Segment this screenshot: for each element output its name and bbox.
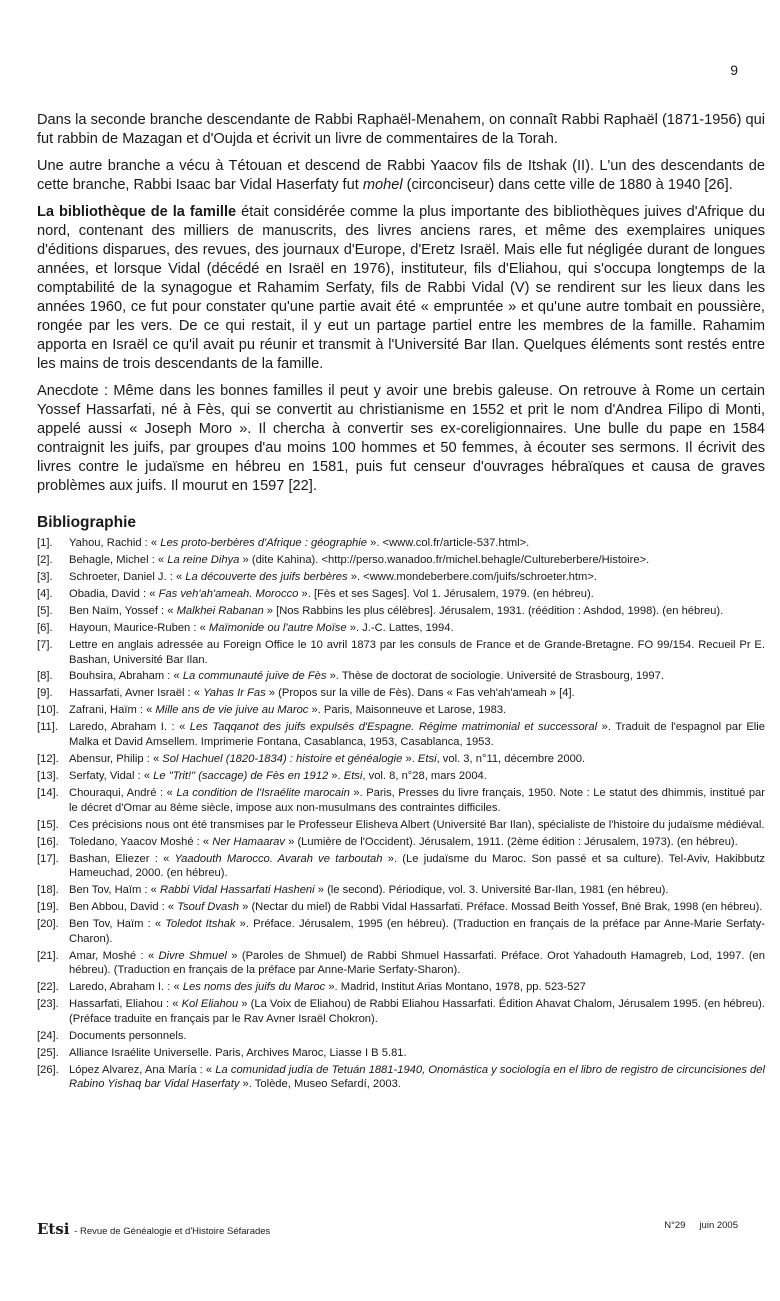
text-run: La condition de l'Israélite marocain — [176, 786, 350, 799]
text-run: ». <www.col.fr/article-537.html>. — [366, 537, 530, 549]
text-run: La communauté juive de Fès — [182, 670, 327, 683]
reference-text — [69, 883, 765, 898]
text-run: Alliance Israélite Universelle. Paris, Archives Maroc, Liasse I B 5.81. — [69, 1046, 407, 1059]
bibliography-entry — [37, 1063, 765, 1092]
bibliography-entry — [37, 949, 765, 978]
text-run: Ces précisions nous ont été transmises par le Professeur Elisheva Albert (Université Bar Ilan), spécialiste de l'histoire du judaïsme médiéval. — [69, 818, 765, 831]
text-run: Documents personnels. — [69, 1029, 187, 1042]
reference-text — [69, 703, 765, 718]
text-run: » (Lumière de l'Occident). Jérusalem, 1911. (2ème édition : Jérusalem, 1973). (en hébreu). — [285, 835, 738, 848]
reference-number: [20]. — [37, 918, 59, 931]
text-run: Chouraqui, André : « — [69, 786, 177, 799]
text-run: Schroeter, Daniel J. : « — [69, 570, 186, 583]
bibliography-entry — [37, 720, 765, 749]
text-run: Malkhei Rabanan — [176, 604, 264, 617]
bibliography-entry — [37, 703, 765, 718]
text-run: Kol Eliahou — [181, 998, 239, 1011]
reference-number: [3]. — [37, 570, 53, 583]
text-run: » [Nos Rabbins les plus célèbres]. Jérusalem, 1931. (réédition : Ashdod, 1998). (en hébreu). — [263, 604, 724, 617]
text-run: Fas veh'ah'ameah. Morocco — [158, 587, 299, 600]
text-run: (circonciseur) dans cette ville de 1880 à 1940 [26]. — [402, 177, 733, 193]
bibliography-entry — [37, 883, 765, 898]
text-run: Le "Trit!" (saccage) de Fès en 1912 — [153, 770, 329, 782]
text-run: ». Préface. Jérusalem, 1995 (en hébreu). (Traduction en français de la préface par Anne-Marie Serfaty-Charon). — [69, 918, 765, 945]
text-run: » (Propos sur la ville de Fès). Dans « Fas veh'ah'ameah » [4]. — [265, 687, 575, 700]
text-run: Tsouf Dvash — [177, 901, 240, 914]
bibliography-entry — [37, 638, 765, 667]
bibliography-entry — [37, 553, 765, 568]
reference-text — [69, 997, 765, 1026]
reference-number: [17]. — [37, 852, 59, 865]
text-run: Toledano, Yaacov Moshé : « — [69, 835, 213, 848]
reference-number: [26]. — [37, 1063, 59, 1076]
text-run: » (La Voix de Eliahou) de Rabbi Eliahou Hassarfati. Édition Ahavat Chalom, Jérusalem 1995. (en hébreu). (Préface traduite en français par le Rav Avner Israël Chokron). — [69, 998, 765, 1025]
reference-number: [9]. — [37, 687, 53, 700]
bibliography-entry — [37, 1029, 765, 1044]
reference-text — [69, 835, 765, 850]
reference-text — [69, 570, 765, 585]
reference-text — [69, 752, 765, 767]
reference-number: [25]. — [37, 1046, 59, 1059]
text-run: López Alvarez, Ana María : « — [69, 1063, 216, 1076]
text-run: ». (Le judaïsme du Maroc. Son passé et sa culture). Tel-Aviv, Hakibbutz Hameuchad, 2000. (en hébreu). — [69, 852, 765, 880]
text-run: La bibliothèque de la famille — [37, 204, 237, 220]
text-run: Abensur, Philip : « — [69, 753, 163, 766]
text-run: Ben Naïm, Yossef : « — [69, 604, 177, 617]
text-run: La reine Dihya — [167, 553, 240, 566]
text-run: Laredo, Abraham I. : « — [69, 721, 190, 734]
text-run: ». Madrid, Institut Arias Montano, 1978, pp. 523-527 — [325, 981, 586, 994]
reference-number: [11]. — [37, 721, 58, 734]
bibliography-heading: Bibliographie — [37, 514, 137, 531]
text-run: Etsi — [417, 753, 437, 766]
reference-text — [69, 720, 765, 749]
reference-number: [1]. — [37, 537, 53, 549]
text-run: Anecdote : Même dans les bonnes familles il peut y avoir une brebis galeuse. On retrouve à Rome un certain Yossef Hassarfati, né à Fès, qui se convertit au christianisme en 1552 et prit le nom d'Andrea Filipo di Monti, appelé aussi « Joseph Moro ». Il chercha à convertir ses ex-coreligionnaires. Une bulle du pape en 1584 contraignit les juifs, par groupes d'au moins 100 hommes et 50 femmes, à écouter ses sermons. Il écrivit des livres contre le judaïsme en hébreu en 1581, puis fut censeur d'ouvrages hébraïques et causa de graves problèmes aux juifs. Il mourut en 1597 [22]. — [37, 383, 765, 494]
reference-text — [69, 917, 765, 946]
reference-text — [69, 852, 765, 881]
reference-text — [69, 587, 765, 602]
reference-text — [69, 1046, 765, 1061]
bibliography-entry — [37, 686, 765, 701]
text-run: Serfaty, Vidal : « — [69, 770, 154, 782]
text-run: ». Paris, Maisonneuve et Larose, 1983. — [308, 704, 507, 717]
text-run: , vol. 8, n°28, mars 2004. — [362, 770, 487, 782]
reference-text — [69, 621, 765, 636]
page-footer — [37, 1220, 738, 1238]
text-run: Behagle, Michel : « — [69, 553, 168, 566]
page-number: 9 — [730, 62, 738, 78]
text-run: Rabbi Vidal Hassarfati Hasheni — [160, 884, 315, 897]
text-run: Etsi — [343, 770, 363, 782]
reference-text — [69, 1029, 765, 1044]
text-run: » (dite Kahina). <http://perso.wanadoo.fr/michel.behagle/Cultureberbere/Histoire>. — [239, 553, 650, 566]
text-run: Les Taqqanot des juifs expulsés d'Espagne. Régime matrimonial et successoral — [189, 721, 598, 734]
reference-text — [69, 1063, 765, 1092]
bibliography-entry — [37, 835, 765, 850]
bibliography-entry — [37, 917, 765, 946]
text-run: Maïmonide ou l'autre Moïse — [208, 621, 347, 634]
bibliography-entry — [37, 818, 765, 833]
bibliography-entry — [37, 997, 765, 1026]
reference-number: [18]. — [37, 884, 59, 897]
text-run: mohel — [362, 177, 403, 193]
reference-text — [69, 818, 765, 833]
text-run: Amar, Moshé : « — [69, 949, 159, 962]
body-text — [37, 111, 765, 496]
bibliography-entry — [37, 536, 765, 551]
issue-date: juin 2005 — [699, 1220, 738, 1231]
journal-title: - Revue de Généalogie et d'Histoire Séfarades — [71, 1226, 271, 1237]
bibliography-entry — [37, 980, 765, 995]
text-run: Ner Hamaarav — [212, 835, 285, 848]
issue-number: N°29 — [664, 1220, 686, 1231]
paragraph — [37, 111, 765, 149]
bibliography-entry — [37, 752, 765, 767]
reference-text — [69, 604, 765, 619]
text-run: Laredo, Abraham I. : « — [69, 981, 183, 994]
reference-text — [69, 669, 765, 684]
text-run: ». Tolède, Museo Sefardí, 2003. — [239, 1078, 401, 1091]
text-run: Ben Tov, Haïm : « — [69, 918, 166, 931]
reference-text — [69, 638, 765, 667]
bibliography-list — [37, 536, 765, 1092]
reference-text — [69, 686, 765, 701]
text-run: Hassarfati, Avner Israël : « — [69, 687, 204, 700]
text-run: ». J.-C. Lattes, 1994. — [346, 621, 454, 634]
text-run: La découverte des juifs berbères — [185, 570, 348, 583]
text-run: La comunidad judía de Tetuán 1881-1940, Onomástica y sociología en el libro de registro de circuncisiones del Rabino Yishaq bar Vidal Haserfaty — [69, 1063, 765, 1091]
text-run: Yahas Ir Fas — [203, 687, 266, 700]
text-run: ». — [402, 753, 418, 766]
text-run: » (le second). Périodique, vol. 3. Université Bar-Ilan, 1981 (en hébreu). — [314, 884, 669, 897]
reference-number: [21]. — [37, 949, 59, 962]
text-run: Une autre branche a vécu à Tétouan et descend de Rabbi Yaacov fils de Itshak (II). L'un des descendants de cette branche, Rabbi Isaac bar Vidal Haserfaty fut — [37, 158, 765, 193]
text-run: ». [Fès et ses Sages]. Vol 1. Jérusalem, 1979. (en hébreu). — [298, 587, 594, 600]
text-run: Les proto-berbères d'Afrique : géographie — [160, 537, 367, 549]
reference-number: [4]. — [37, 587, 53, 600]
reference-number: [23]. — [37, 998, 59, 1011]
reference-number: [10]. — [37, 704, 59, 717]
reference-text — [69, 553, 765, 568]
bibliography-entry — [37, 587, 765, 602]
reference-number: [13]. — [37, 770, 59, 782]
paragraph — [37, 157, 765, 195]
text-run: ». Thèse de doctorat de sociologie. Université de Strasbourg, 1997. — [326, 670, 664, 683]
reference-number: [24]. — [37, 1029, 59, 1042]
text-run: Hassarfati, Eliahou : « — [69, 998, 182, 1011]
reference-number: [14]. — [37, 786, 59, 799]
reference-number: [19]. — [37, 901, 59, 914]
text-run: Mille ans de vie juive au Maroc — [155, 704, 309, 717]
text-run: ». Traduit de l'espagnol par Elie Malka et David Amsellem. Imprimerie Fontana, Casablanca, 1953, Casablanca, 1953. — [69, 721, 765, 749]
reference-number: [22]. — [37, 981, 59, 994]
text-run: Toledot Itshak — [165, 918, 236, 931]
reference-text — [69, 769, 765, 784]
reference-number: [15]. — [37, 818, 59, 831]
bibliography-entry — [37, 604, 765, 619]
paragraph — [37, 382, 765, 496]
text-run: , vol. 3, n°11, décembre 2000. — [436, 753, 586, 766]
text-run: Bouhsira, Abraham : « — [69, 670, 183, 683]
reference-number: [6]. — [37, 621, 53, 634]
text-run: Obadia, David : « — [69, 587, 159, 600]
reference-number: [16]. — [37, 835, 59, 848]
reference-number: [7]. — [37, 638, 53, 651]
reference-text — [69, 949, 765, 978]
bibliography-entry — [37, 570, 765, 585]
bibliography-entry — [37, 900, 765, 915]
text-run: Dans la seconde branche descendante de Rabbi Raphaël-Menahem, on connaît Rabbi Raphaël (1871-1956) qui fut rabbin de Mazagan et d'Oujda et écrivit un livre de commentaires de la Torah. — [37, 112, 765, 147]
text-run: Bashan, Eliezer : « — [69, 852, 175, 865]
journal-logo: Etsi — [37, 1220, 70, 1238]
reference-text — [69, 900, 765, 915]
text-run: Zafrani, Haïm : « — [69, 704, 156, 717]
bibliography-entry — [37, 786, 765, 815]
bibliography-entry — [37, 669, 765, 684]
text-run: Les noms des juifs du Maroc — [182, 981, 326, 994]
text-run: ». <www.mondeberbere.com/juifs/schroeter.htm>. — [347, 570, 597, 583]
text-run: Hayoun, Maurice-Ruben : « — [69, 621, 209, 634]
reference-text — [69, 786, 765, 815]
footer-issue — [650, 1220, 738, 1238]
text-run: ». Paris, Presses du livre français, 1950. Note : Le statut des dhimmis, institué par le décret d'Omar au 8ème siècle, impose aux non-musulmans des contraintes difficiles. — [69, 786, 765, 814]
bibliography-entry — [37, 769, 765, 784]
bibliography-entry — [37, 1046, 765, 1061]
reference-number: [12]. — [37, 753, 59, 766]
text-run: Yahou, Rachid : « — [69, 537, 161, 549]
bibliography-entry — [37, 852, 765, 881]
text-run: Ben Tov, Haïm : « — [69, 884, 160, 897]
footer-journal — [37, 1220, 270, 1238]
text-run: Divre Shmuel — [158, 949, 227, 962]
reference-number: [2]. — [37, 553, 53, 566]
reference-text — [69, 980, 765, 995]
reference-text — [69, 536, 765, 551]
main-content — [37, 111, 765, 1094]
text-run: ». — [328, 770, 344, 782]
text-run: Lettre en anglais adressée au Foreign Office le 10 avril 1873 par les consuls de France et de Grande-Bretagne. FO 99/154. Recueil Pr E. Bashan, Université Bar Ilan. — [69, 638, 765, 666]
text-run: » (Paroles de Shmuel) de Rabbi Shmuel Hassarfati. Préface. Orot Yahadouth Hamagreb, Lod, 1997. (en hébreu). (Traduction en français de la préface par Anne-Marie Serfaty-Sharon). — [69, 949, 765, 977]
bibliography-entry — [37, 621, 765, 636]
reference-number: [5]. — [37, 604, 53, 617]
text-run: était considérée comme la plus importante des bibliothèques juives d'Afrique du nord, contenant des milliers de manuscrits, des livres anciens rares, et même des exemplaires uniques d'éditions disparues, des revues, des journaux d'Europe, d'Eretz Israël. Mais elle fut négligée durant de longues années, et lorsque Vidal (décédé en Israël en 1976), instituteur, fils d'Eliahou, qui s'occupa longtemps de la comptabilité de la synagogue et Rahamim Serfaty, fils de Rabbi Vidal (V) se rendirent sur les lieux dans les années 1960, ce fut pour constater qu'une partie avait été « empruntée » et qu'une autre tombait en poussière, rongée par les vers. De ce qui restait, il y eut un partage partiel entre les membres de la famille. Rahamim apporta en Israël ce qu'il avait pu réunir et transmit à l'Université Bar Ilan. Quelques éléments sont restés entre les mains de trois descendants de la famille. — [37, 204, 765, 372]
paragraph — [37, 203, 765, 374]
text-run: Yaadouth Marocco. Avarah ve tarboutah — [174, 852, 383, 865]
text-run: Sol Hachuel (1820-1834) : histoire et généalogie — [162, 753, 403, 766]
text-run: Ben Abbou, David : « — [69, 901, 178, 914]
reference-number: [8]. — [37, 670, 53, 683]
text-run: » (Nectar du miel) de Rabbi Vidal Hassarfati. Préface. Mossad Beith Yossef, Bné Brak, 1998 (en hébreu). — [239, 901, 763, 914]
